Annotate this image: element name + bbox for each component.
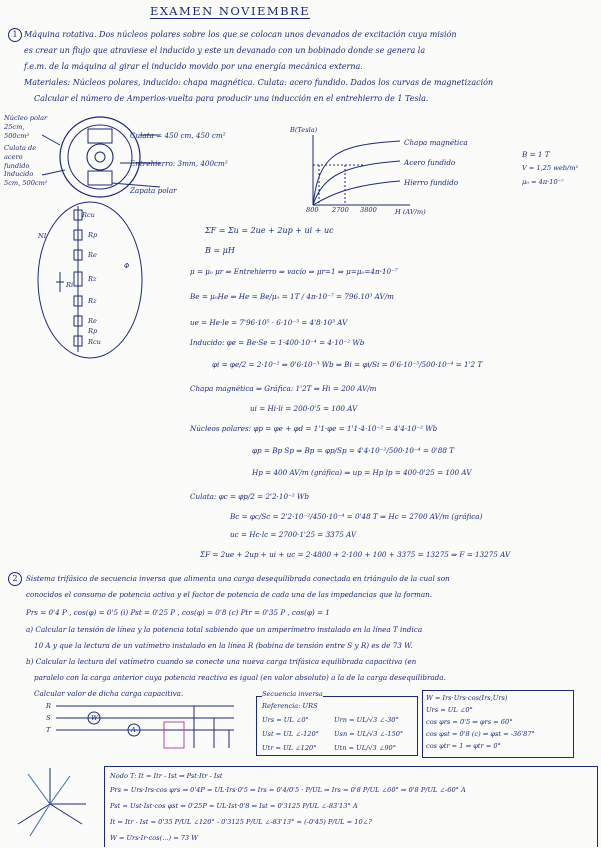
circuit-label: NI [38,232,47,240]
statement-line: 10 A y que la lectura de un vatímetro instalado en la línea R (bobina de tensión entre S y R) es de 73 W. [34,641,413,650]
statement-line: Calcular el número de Amperios-vuelta para producir una inducción en el entrehierro de 1 Tesla. [34,94,429,103]
label-zapata: Zapata polar [130,186,177,195]
statement-line: conocidos el consumo de potencia activa y el factor de potencia de cada una de las impedancias que la forman. [26,590,433,599]
sequence-cell: Utr = UL ∠120° [262,744,317,752]
phasor-diagram [10,764,90,844]
circuit-label: Rcu [82,211,95,219]
solution-line: Bc = φc/Sc = 2'2·10⁻²/450·10⁻⁴ = 0'48 T ⇒ Hc = 2700 AV/m (gráfica) [230,512,483,521]
label-inducido: Inducido 5cm, 500cm² [4,170,48,187]
solution-line: ue = He·le = 7'96·10⁵ · 6·10⁻³ = 4'8·10³ AV [190,318,348,327]
circuit-label: Φ [124,262,130,270]
sequence-cell: Usn = UL/√3 ∠-150° [334,730,404,738]
curve-label: Acero fundido [404,158,456,167]
solution-line: Be = μ₀He ⇒ He = Be/μ₀ = 1T / 4π·10⁻⁷ = 796.10³ AV/m [190,292,394,301]
statement-line: es crear un flujo que atraviese el inducido y este un devanado con un bobinado donde se genera la [24,46,426,55]
given-value: μ₀ = 4π·10⁻⁷ [522,178,564,186]
graph-xlabel: H (AV/m) [395,208,426,216]
page-title: EXAMEN NOVIEMBRE [150,4,311,18]
meter-label: W [91,714,98,722]
solution-line: φp = Bp Sp ⇒ Bp = φp/Sp = 4'4·10⁻²/500·10⁻⁴ = 0'88 T [252,446,454,455]
statement-line: b) Calcular la lectura del vatímetro cuando se conecte una nueva carga trifásica equilibrada capacitiva (en [26,657,417,666]
circuit-label: Rcu [88,338,101,346]
angle-line: Urs = UL ∠0° [426,706,473,714]
sequence-cell: Utn = UL/√3 ∠90° [334,744,397,752]
statement-line: Máquina rotativa. Dos núcleos polares sobre los que se colocan unos devanados de excitación cuya misión [24,30,457,39]
magnetization-graph [305,135,415,215]
line-label: T [46,726,51,734]
line-label: S [46,714,51,722]
given-value: B = 1 T [522,150,550,159]
work-line: Prs = Urs·Irs·cos φrs ⇒ 0'4P = UL·Irs·0'5 ⇒ Irs = 0'4/0'5 · P/UL ⇒ Irs = 0'8 P/UL ∠60° ⇒ 0'8 P/UL ∠-60° A [110,786,466,794]
circuit-label: Re [88,317,97,325]
statement-line: Prs = 0'4 P , cos(φ) = 0'5 (i) Pst = 0'25 P , cos(φ) = 0'8 (c) Ptr = 0'35 P , cos(φ) = 1 [26,608,330,617]
statement-line: Sistema trifásico de secuencia inversa que alimenta una carga desequilibrada conectada en triángulo de la cual son [26,574,450,583]
circuit-label: Rz [88,275,97,283]
line-label: R [46,702,51,710]
label-nucleo: Núcleo polar 25cm, 500cm² [4,114,48,140]
graph-ylabel: B(Tesla) [290,126,318,134]
statement-line: paralelo con la carga anterior cuya potencia reactiva es igual (en valor absoluto) a la de la carga desequilibrada. [34,673,446,682]
solution-line: uc = Hc·lc = 2700·1'25 = 3375 AV [230,530,357,539]
label-entrehierro: Entrehierro: 3mm, 400cm² [130,159,228,168]
label-culata: Culata = 450 cm, 450 cm² [130,131,226,140]
sequence-cell: Urn = UL/√3 ∠-30° [334,716,399,724]
work-line: Pst = Ust·Ist·cos φst ⇒ 0'25P = UL·Ist·0'8 ⇒ Ist = 0'3125 P/UL ∠-83'13° A [110,802,358,810]
graph-xmark: 800 [306,206,319,214]
circuit-label: Ri [66,281,74,289]
circuit-label: Re [88,251,97,259]
curve-label: Hierro fundido [404,178,459,187]
angle-line: cos φtr = 1 ⇒ φtr = 0° [426,742,501,750]
solution-line: μ = μ₀ μr ⇒ Entrehierro ⇒ vacío ⇒ μr=1 ⇒ μ=μ₀=4π·10⁻⁷ [190,267,398,276]
meter-label: A [131,726,136,734]
graph-xmark: 2700 [332,206,349,214]
solution-line: Culata: φc = φp/2 = 2'2·10⁻² Wb [190,492,309,501]
solution-line: B = μH [205,246,235,255]
solution-line: Hp = 400 AV/m (gráfica) ⇒ up = Hp lp = 400·0'25 = 100 AV [252,468,472,477]
sequence-cell: Ust = UL ∠-120° [262,730,319,738]
circuit-label: Rp [88,327,98,335]
statement-line: a) Calcular la tensión de línea y la potencia total sabiendo que un amperímetro instalado en la línea T indica [26,625,423,634]
graph-xmark: 3800 [360,206,377,214]
solution-line: Núcleos polares: φp = φe + φd = 1'1·φe = 1'1·4·10⁻² = 4'4·10⁻² Wb [190,424,438,433]
solution-line: ui = Hi·li = 200·0'5 = 100 AV [250,404,358,413]
label-culata-ext: Culata de acero fundido [4,144,37,170]
angle-line: W = Irs·Urs·cos(Irs,Urs) [426,694,508,702]
statement-line: Materiales: Núcleos polares, inducido: chapa magnética. Culata: acero fundido. Dados los curvas de magnetización [24,78,494,87]
work-line: Nodo T: It = Itr - Ist ⇒ Pst·Itr - Ist [110,772,223,780]
statement-line: Calcular valor de dicha carga capacitiva. [34,689,184,698]
sequence-cell: Urs = UL ∠0° [262,716,309,724]
circuit-label: Rp [88,231,98,239]
angle-line: cos φrs = 0'5 ⇒ φrs = 60° [426,718,513,726]
problem-1-number: 1 [8,28,22,42]
circuit-label: Rz [88,297,97,305]
curve-label: Chapa magnética [404,138,468,147]
three-phase-circuit [44,698,244,758]
solution-line: ΣF = Σu = 2ue + 2up + ui + uc [205,226,334,235]
problem-2-number: 2 [8,572,22,586]
statement-line: f.e.m. de la máquina al girar el inducido movido por una energía mecánica externa. [24,62,363,71]
solution-line: Inducido: φe = Be·Se = 1·400·10⁻⁴ = 4·10⁻² Wb [190,338,365,347]
solution-line: ΣF = 2ue + 2up + ui + uc = 2·4800 + 2·100 + 100 + 3375 = 13275 ⇒ F = 13275 AV [200,550,511,559]
work-line: It = Itr - Ist = 0'35 P/UL ∠120° - 0'3125 P/UL ∠-83'13° = (-0'45) P/UL = 10∠? [110,818,372,826]
sequence-title: Secuencia inversa [262,690,323,698]
work-line: W = Urs·Ir·cos(...) = 73 W [110,834,198,842]
sequence-ref: Referencia: URS [262,702,318,710]
solution-line: Chapa magnética ⇒ Gráfica: 1'2T ⇒ Hi = 200 AV/m [190,384,377,393]
given-value: V = 1,25 web/m² [522,164,579,172]
solution-line: φi = φe/2 = 2·10⁻² ⇒ 0'6·10⁻³ Wb ⇒ Bi = φi/Si = 0'6·10⁻³/500·10⁻⁴ = 1'2 T [212,360,483,369]
angle-line: cos φst = 0'8 (c) ⇒ φst = -36'87° [426,730,535,738]
